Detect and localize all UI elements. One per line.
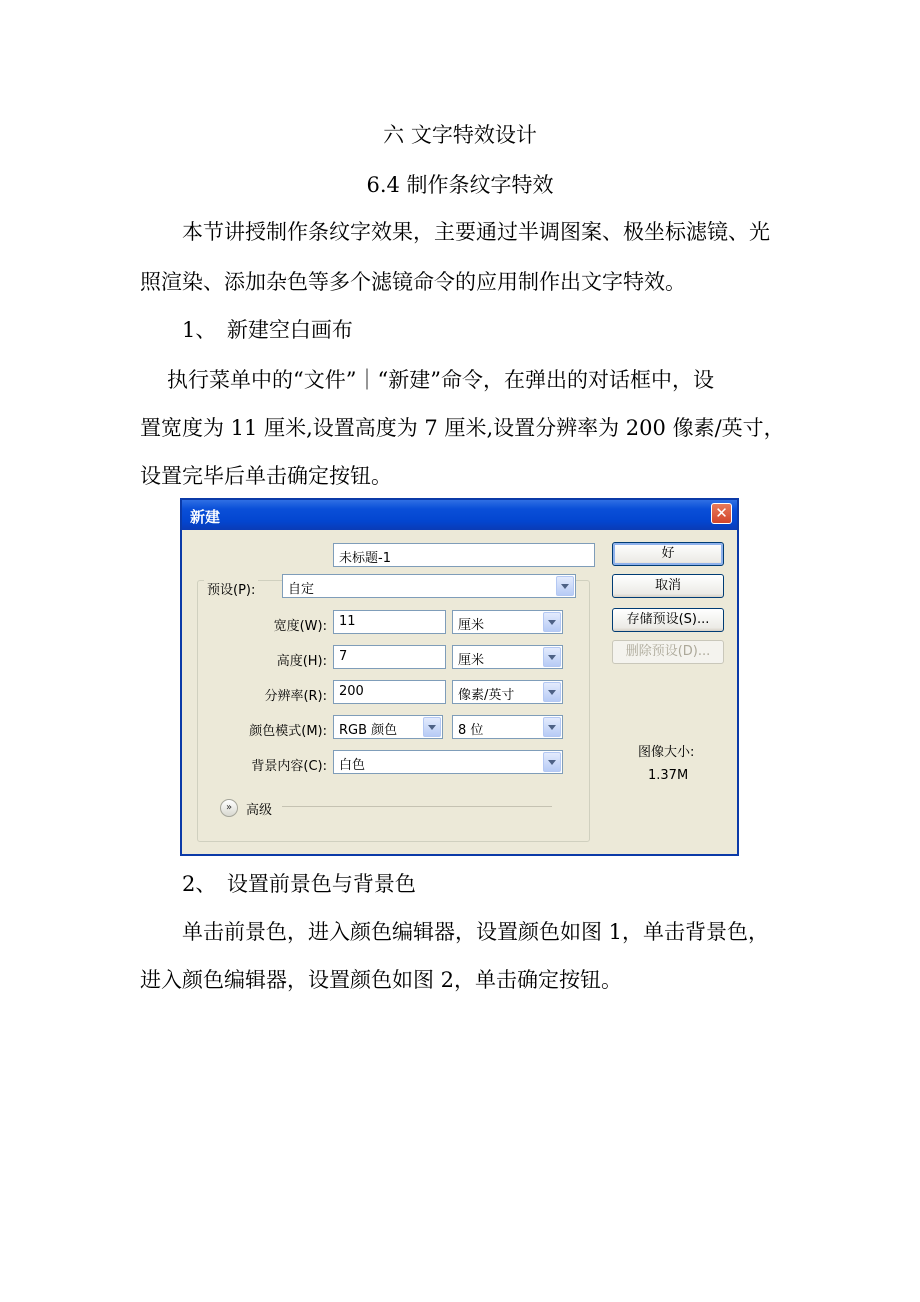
chevron-down-icon[interactable]: [543, 612, 561, 632]
resolution-unit-value: 像素/英寸: [458, 688, 515, 703]
divider: [282, 806, 552, 807]
width-unit-value: 厘米: [458, 618, 485, 633]
chapter-title: 六 文字特效设计: [383, 123, 537, 147]
dialog-title: 新建: [190, 508, 221, 526]
preset-select-value: 自定: [288, 582, 315, 597]
chevron-down-icon[interactable]: [423, 717, 441, 737]
preset-select[interactable]: [282, 574, 576, 598]
chevron-down-icon[interactable]: [543, 752, 561, 772]
width-label: 宽度(W):: [273, 619, 327, 634]
expand-icon[interactable]: »: [220, 799, 238, 817]
intro-paragraph-line: 照渲染、添加杂色等多个滤镜命令的应用制作出文字特效。: [140, 270, 686, 294]
bit-depth-value: 8 位: [458, 723, 484, 738]
height-input[interactable]: 7: [333, 645, 446, 669]
image-size-label: 图像大小:: [638, 745, 695, 760]
height-unit-select[interactable]: [452, 645, 563, 669]
color-mode-select[interactable]: [333, 715, 443, 739]
save-preset-button[interactable]: 存储预设(S)...: [612, 608, 724, 632]
intro-paragraph-line: 本节讲授制作条纹字效果，主要通过半调图案、极坐标滤镜、光: [182, 220, 770, 244]
advanced-label[interactable]: 高级: [246, 803, 273, 818]
chevron-down-icon[interactable]: [556, 576, 574, 596]
close-button[interactable]: [711, 503, 732, 524]
color-mode-value: RGB 颜色: [339, 723, 398, 738]
preset-label: 预设(P):: [204, 579, 258, 598]
step1-paragraph-line: 设置完毕后单击确定按钮。: [140, 464, 392, 488]
chevron-down-icon[interactable]: [543, 717, 561, 737]
background-value: 白色: [339, 758, 366, 773]
delete-preset-button: 删除预设(D)...: [612, 640, 724, 664]
step1-heading: 1、 新建空白画布: [182, 318, 353, 342]
color-mode-label: 颜色模式(M):: [249, 724, 327, 739]
resolution-unit-select[interactable]: [452, 680, 563, 704]
image-size-value: 1.37M: [648, 768, 689, 783]
width-input[interactable]: 11: [333, 610, 446, 634]
width-unit-select[interactable]: [452, 610, 563, 634]
resolution-input[interactable]: 200: [333, 680, 446, 704]
step1-paragraph-line: 置宽度为 11 厘米,设置高度为 7 厘米,设置分辨率为 200 像素/英寸，: [140, 416, 785, 440]
background-select[interactable]: [333, 750, 563, 774]
chevron-down-icon[interactable]: [543, 682, 561, 702]
name-input[interactable]: 未标题-1: [333, 543, 595, 567]
step2-heading: 2、 设置前景色与背景色: [182, 872, 416, 896]
new-document-dialog: [180, 498, 739, 856]
bit-depth-select[interactable]: [452, 715, 563, 739]
background-label: 背景内容(C):: [251, 759, 327, 774]
height-label: 高度(H):: [276, 654, 327, 669]
step1-paragraph-line: 执行菜单中的“文件”｜“新建”命令，在弹出的对话框中，设: [167, 368, 714, 392]
resolution-label: 分辨率(R):: [264, 689, 327, 704]
ok-button[interactable]: 好: [612, 542, 724, 566]
cancel-button[interactable]: 取消: [612, 574, 724, 598]
section-title: 6.4 制作条纹字特效: [366, 173, 554, 197]
height-unit-value: 厘米: [458, 653, 485, 668]
close-icon: ✕: [715, 504, 728, 522]
dialog-titlebar: [182, 500, 737, 530]
step2-paragraph-line: 进入颜色编辑器，设置颜色如图 2，单击确定按钮。: [140, 968, 623, 992]
step2-paragraph-line: 单击前景色，进入颜色编辑器，设置颜色如图 1，单击背景色，: [182, 920, 770, 944]
chevron-down-icon[interactable]: [543, 647, 561, 667]
